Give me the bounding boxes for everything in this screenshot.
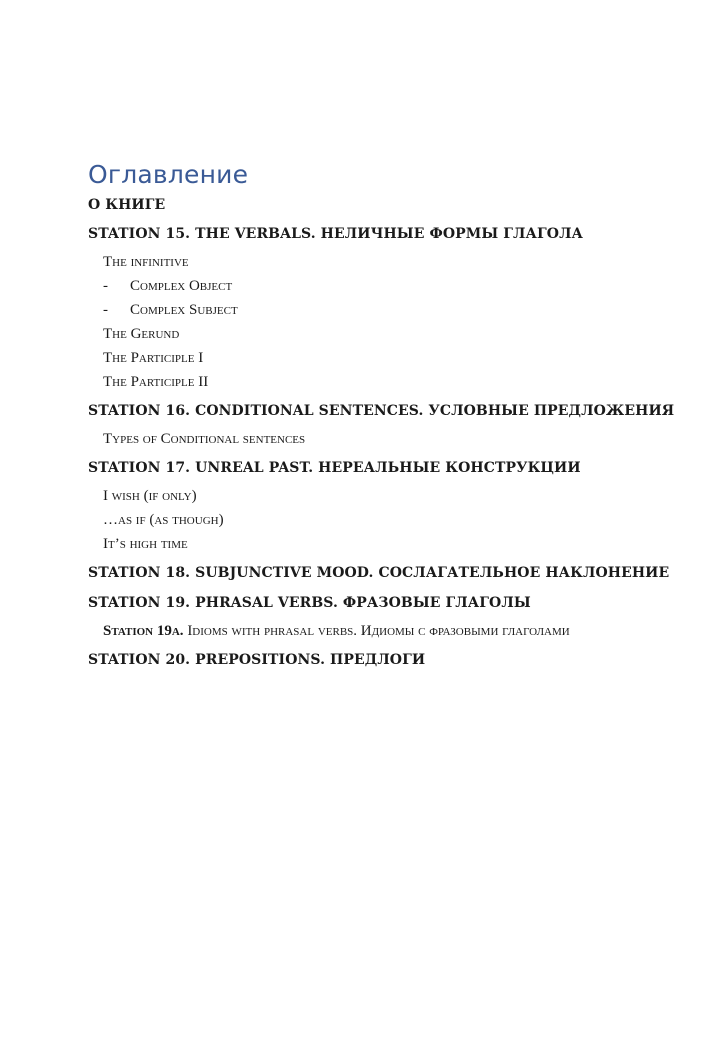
toc-subentry-complex-subject[interactable] xyxy=(103,298,688,322)
toc-entry-station-15[interactable]: STATION 15. THE VERBALS. НЕЛИЧНЫЕ ФОРМЫ ГЛАГОЛА xyxy=(88,226,584,242)
toc-entry-about[interactable]: О КНИГЕ xyxy=(88,197,166,213)
list-dash: - xyxy=(103,278,108,294)
toc-subentry-participle-1[interactable]: The Participle I xyxy=(103,350,204,366)
toc-entry-station-20[interactable]: STATION 20. PREPOSITIONS. ПРЕДЛОГИ xyxy=(88,652,426,668)
toc-subentry-station-19a[interactable] xyxy=(103,619,688,643)
toc-subentry-number: Station 19a. xyxy=(103,623,184,639)
toc-subentry-label: Complex Object xyxy=(130,278,233,294)
toc-entry-station-16[interactable]: STATION 16. CONDITIONAL SENTENCES. УСЛОВНЫЕ ПРЕДЛОЖЕНИЯ xyxy=(88,403,675,419)
toc-subentry-complex-object[interactable] xyxy=(103,274,688,298)
toc-subentry-infinitive[interactable]: The infinitive xyxy=(103,254,189,270)
toc-entry-station-19[interactable]: STATION 19. PHRASAL VERBS. ФРАЗОВЫЕ ГЛАГОЛЫ xyxy=(88,595,531,611)
toc-title: Оглавление xyxy=(88,160,249,189)
toc-subentry-label: Complex Subject xyxy=(130,302,238,318)
toc-subentry-label: Idioms with phrasal verbs. Идиомы с фразовыми глаголами xyxy=(187,623,570,639)
toc-subentry-gerund[interactable]: The Gerund xyxy=(103,326,180,342)
toc-entry-station-17[interactable]: STATION 17. UNREAL PAST. НЕРЕАЛЬНЫЕ КОНСТРУКЦИИ xyxy=(88,460,581,476)
toc-subentry-conditional-types[interactable]: Types of Conditional sentences xyxy=(103,431,306,447)
toc-subentry-participle-2[interactable]: The Participle II xyxy=(103,374,209,390)
toc-subentry-i-wish[interactable]: I wish (if only) xyxy=(103,488,197,504)
toc-page xyxy=(88,160,688,668)
toc-subentry-as-if[interactable]: …as if (as though) xyxy=(103,512,224,528)
toc-entry-station-18[interactable]: STATION 18. SUBJUNCTIVE MOOD. СОСЛАГАТЕЛЬНОЕ НАКЛОНЕНИЕ xyxy=(88,565,670,581)
toc-subentry-high-time[interactable]: It’s high time xyxy=(103,536,188,552)
list-dash: - xyxy=(103,302,108,318)
